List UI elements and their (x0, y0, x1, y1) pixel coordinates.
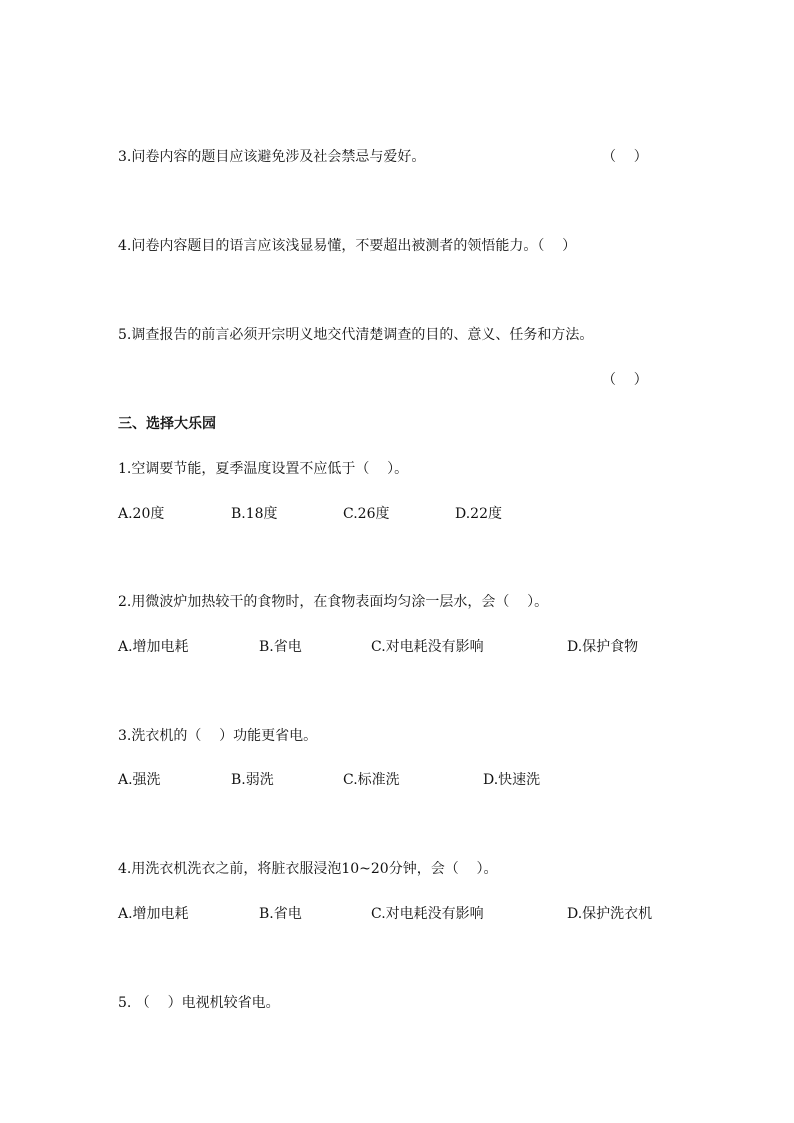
question-3-option-c: C.标准洗 (343, 772, 400, 788)
question-4-option-b: B.省电 (259, 906, 302, 922)
answer-paren-3: （ ） (602, 149, 648, 165)
question-2-option-b: B.省电 (259, 639, 302, 655)
question-1-option-b: B.18度 (231, 506, 278, 522)
question-2-stem: 2.用微波炉加热较干的食物时，在食物表面均匀涂一层水，会（ ）。 (118, 594, 549, 610)
question-1-option-d: D.22度 (455, 506, 502, 522)
question-4-stem: 4.用洗衣机洗衣之前，将脏衣服浸泡10~20分钟，会（ ）。 (118, 861, 498, 877)
question-4-option-c: C.对电耗没有影响 (371, 906, 484, 922)
question-2-option-c: C.对电耗没有影响 (371, 639, 484, 655)
judgment-item-4: 4.问卷内容题目的语言应该浅显易懂，不要超出被测者的领悟能力。（ ） (118, 238, 577, 254)
answer-paren-5: （ ） (602, 372, 648, 388)
question-5-stem: 5. （ ）电视机较省电。 (118, 995, 280, 1011)
judgment-item-5: 5.调查报告的前言必须开宗明义地交代清楚调查的目的、意义、任务和方法。 (118, 327, 594, 343)
question-1-stem: 1.空调要节能，夏季温度设置不应低于（ ）。 (118, 461, 409, 477)
question-4-option-a: A.增加电耗 (118, 906, 189, 922)
section-heading: 三、选择大乐园 (118, 416, 216, 432)
question-1-option-a: A.20度 (118, 506, 165, 522)
judgment-item-3: 3.问卷内容的题目应该避免涉及社会禁忌与爱好。 (118, 149, 426, 165)
question-3-stem: 3.洗衣机的（ ）功能更省电。 (118, 728, 318, 744)
question-2-option-a: A.增加电耗 (118, 639, 189, 655)
question-3-option-b: B.弱洗 (231, 772, 274, 788)
question-3-option-d: D.快速洗 (483, 772, 541, 788)
question-4-option-d: D.保护洗衣机 (567, 906, 653, 922)
question-3-option-a: A.强洗 (118, 772, 161, 788)
question-1-option-c: C.26度 (343, 506, 390, 522)
question-2-option-d: D.保护食物 (567, 639, 639, 655)
